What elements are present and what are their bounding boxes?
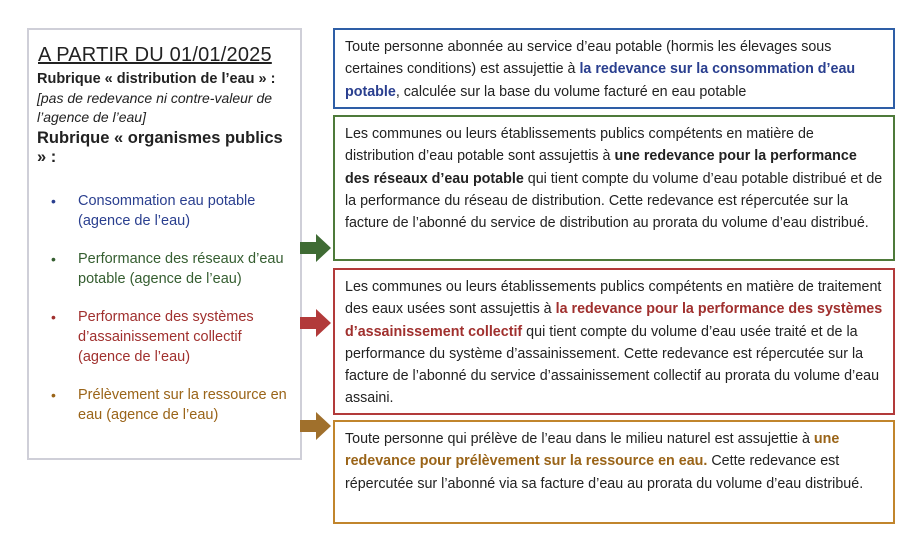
rubrique-distribution-note: [pas de redevance ni contre-valeur de l’agence de l’eau] [37, 90, 273, 125]
arrow-right-icon [300, 234, 332, 262]
box-text: Toute personne abonnée au service d’eau potable (hormis les élevages sous certaines conditions) est assujettie à [345, 39, 832, 78]
box-text: Toute personne qui prélève de l’eau dans le milieu naturel est assujettie à [345, 431, 814, 447]
box-text: , calculée sur la base du volume facturé en eau potable [395, 83, 747, 100]
bullet-icon: • [51, 193, 56, 209]
list-item-performance-reseaux [37, 249, 292, 289]
box-text: qui tient compte du volume d’eau usée traité et de la performance du système d’assainissement. Cette redevance est répercutée sur la facture de l’abonné du service d’assainissement collectif au prorata du volume d’eau assaini. [345, 323, 880, 407]
list-item-label: Performance des réseaux d’eau potable (agence de l’eau) [78, 251, 284, 287]
summary-panel [27, 28, 302, 460]
organismes-list [37, 191, 292, 425]
arrow-right-icon [300, 309, 332, 337]
panel-title: A PARTIR DU 01/01/2025 [38, 44, 272, 66]
box-performance-reseaux [333, 115, 895, 261]
box-performance-assainissement [333, 268, 895, 415]
bullet-icon: • [51, 251, 56, 267]
bullet-icon: • [51, 387, 56, 403]
list-item-prelevement [37, 385, 292, 425]
box-prelevement-ressource [333, 420, 895, 524]
arrow-right-icon [300, 412, 332, 440]
list-item-label: Consommation eau potable (agence de l’eau) [78, 193, 256, 229]
box-consommation-eau-potable [333, 28, 895, 109]
box-text: qui tient compte du volume d’eau potable distribué et de la performance du réseau de distribution. Cette redevance est répercutée sur la facture de l’abonné du service de distribution au prorata du volume d’eau distribué. [345, 170, 883, 232]
bullet-icon: • [51, 309, 56, 325]
list-item-consommation [37, 191, 292, 231]
rubrique-distribution-heading: Rubrique « distribution de l’eau » : [37, 71, 276, 87]
box-highlight: une redevance pour prélèvement sur la ressource en eau. [345, 431, 840, 470]
list-item-performance-assainissement [37, 307, 292, 367]
box-text: Les communes ou leurs établissements publics compétents en matière de traitement des eaux usées sont assujettis à [345, 279, 882, 318]
box-highlight: la redevance sur la consommation d’eau potable [345, 61, 856, 100]
box-text: Les communes ou leurs établissements publics compétents en matière de distribution d’eau potable sont assujettis à [345, 126, 814, 165]
box-text: Cette redevance est répercutée sur l’abonné via sa facture d’eau au prorata du volume d’eau distribué. [345, 453, 864, 492]
box-highlight: une redevance pour la performance des réseaux d’eau potable [345, 148, 857, 187]
list-item-label: Prélèvement sur la ressource en eau (agence de l’eau) [78, 387, 287, 423]
box-highlight: la redevance pour la performance des systèmes d’assainissement collectif [345, 301, 883, 340]
rubrique-organismes-heading: Rubrique « organismes publics » : [37, 129, 283, 166]
list-item-label: Performance des systèmes d’assainissement collectif (agence de l’eau) [78, 309, 254, 365]
